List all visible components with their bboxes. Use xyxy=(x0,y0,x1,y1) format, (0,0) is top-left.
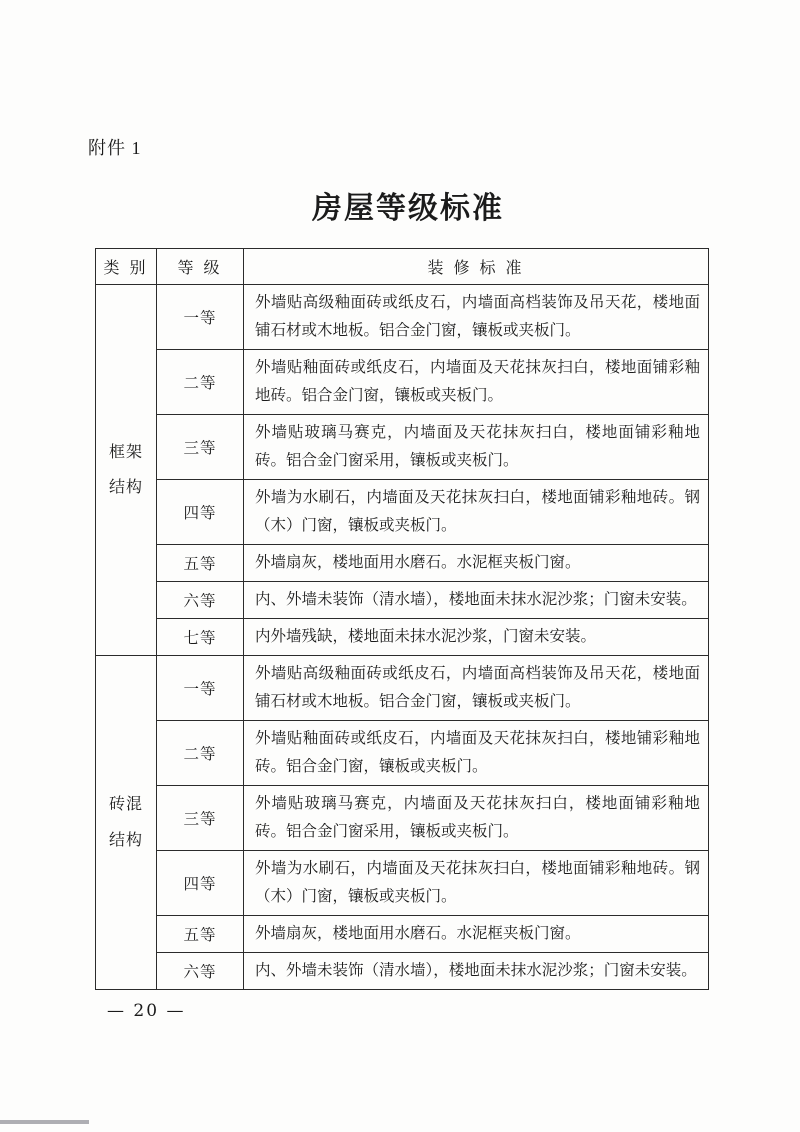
standard-text: 外墙扇灰，楼地面用水磨石。水泥框夹板门窗。 xyxy=(244,916,709,953)
grade-label: 六等 xyxy=(157,582,244,619)
grade-label: 二等 xyxy=(157,350,244,415)
standard-text: 内、外墙未装饰（清水墙），楼地面未抹水泥沙浆；门窗未安装。 xyxy=(244,953,709,990)
grade-label: 三等 xyxy=(157,415,244,480)
table-header-row xyxy=(96,249,709,285)
table-row xyxy=(96,582,709,619)
standard-text: 内外墙残缺，楼地面未抹水泥沙浆，门窗未安装。 xyxy=(244,619,709,656)
header-standard: 装 修 标 准 xyxy=(244,249,709,285)
category-cell xyxy=(96,285,157,656)
standard-text: 外墙贴釉面砖或纸皮石，内墙面及天花抹灰扫白，楼地面铺彩釉地砖。铝合金门窗，镶板或夹板门。 xyxy=(244,350,709,415)
header-grade: 等 级 xyxy=(157,249,244,285)
category-cell xyxy=(96,656,157,990)
standard-text: 外墙贴高级釉面砖或纸皮石，内墙面高档装饰及吊天花，楼地面铺石材或木地板。铝合金门窗，镶板或夹板门。 xyxy=(244,285,709,350)
grade-label: 五等 xyxy=(157,545,244,582)
table-row xyxy=(96,415,709,480)
grade-label: 三等 xyxy=(157,786,244,851)
scan-artifact-line xyxy=(0,1120,89,1124)
grade-label: 六等 xyxy=(157,953,244,990)
standard-text: 外墙贴釉面砖或纸皮石，内墙面及天花抹灰扫白，楼地铺彩釉地砖。铝合金门窗，镶板或夹板门。 xyxy=(244,721,709,786)
table-body xyxy=(96,285,709,990)
table-row xyxy=(96,953,709,990)
table-row xyxy=(96,285,709,350)
table-row xyxy=(96,619,709,656)
standard-text: 外墙扇灰，楼地面用水磨石。水泥框夹板门窗。 xyxy=(244,545,709,582)
grade-standard-table xyxy=(95,248,709,990)
grade-label: 五等 xyxy=(157,916,244,953)
table-row xyxy=(96,480,709,545)
standard-text: 内、外墙未装饰（清水墙），楼地面未抹水泥沙浆；门窗未安装。 xyxy=(244,582,709,619)
standard-text: 外墙贴玻璃马赛克，内墙面及天花抹灰扫白，楼地面铺彩釉地砖。铝合金门窗采用，镶板或夹板门。 xyxy=(244,415,709,480)
grade-label: 四等 xyxy=(157,480,244,545)
category-label: 砖混结构 xyxy=(108,796,143,849)
table-row xyxy=(96,786,709,851)
attachment-label: 附件 1 xyxy=(88,138,142,158)
grade-label: 一等 xyxy=(157,285,244,350)
table-row xyxy=(96,545,709,582)
table-row xyxy=(96,916,709,953)
standard-text: 外墙贴高级釉面砖或纸皮石，内墙面高档装饰及吊天花，楼地面铺石材或木地板。铝合金门窗，镶板或夹板门。 xyxy=(244,656,709,721)
grade-label: 一等 xyxy=(157,656,244,721)
grade-label: 四等 xyxy=(157,851,244,916)
category-label: 框架结构 xyxy=(108,443,143,496)
standard-text: 外墙贴玻璃马赛克，内墙面及天花抹灰扫白，楼地面铺彩釉地砖。铝合金门窗采用，镶板或夹板门。 xyxy=(244,786,709,851)
table-row xyxy=(96,851,709,916)
page-title: 房屋等级标准 xyxy=(312,192,504,225)
standard-text: 外墙为水刷石，内墙面及天花抹灰扫白，楼地面铺彩釉地砖。钢（木）门窗，镶板或夹板门。 xyxy=(244,851,709,916)
table-row xyxy=(96,350,709,415)
header-category: 类 别 xyxy=(96,249,157,285)
table-row xyxy=(96,721,709,786)
table-row xyxy=(96,656,709,721)
grade-label: 七等 xyxy=(157,619,244,656)
page-number: — 20 — xyxy=(107,1001,186,1021)
grade-label: 二等 xyxy=(157,721,244,786)
standard-text: 外墙为水刷石，内墙面及天花抹灰扫白，楼地面铺彩釉地砖。钢（木）门窗，镶板或夹板门。 xyxy=(244,480,709,545)
